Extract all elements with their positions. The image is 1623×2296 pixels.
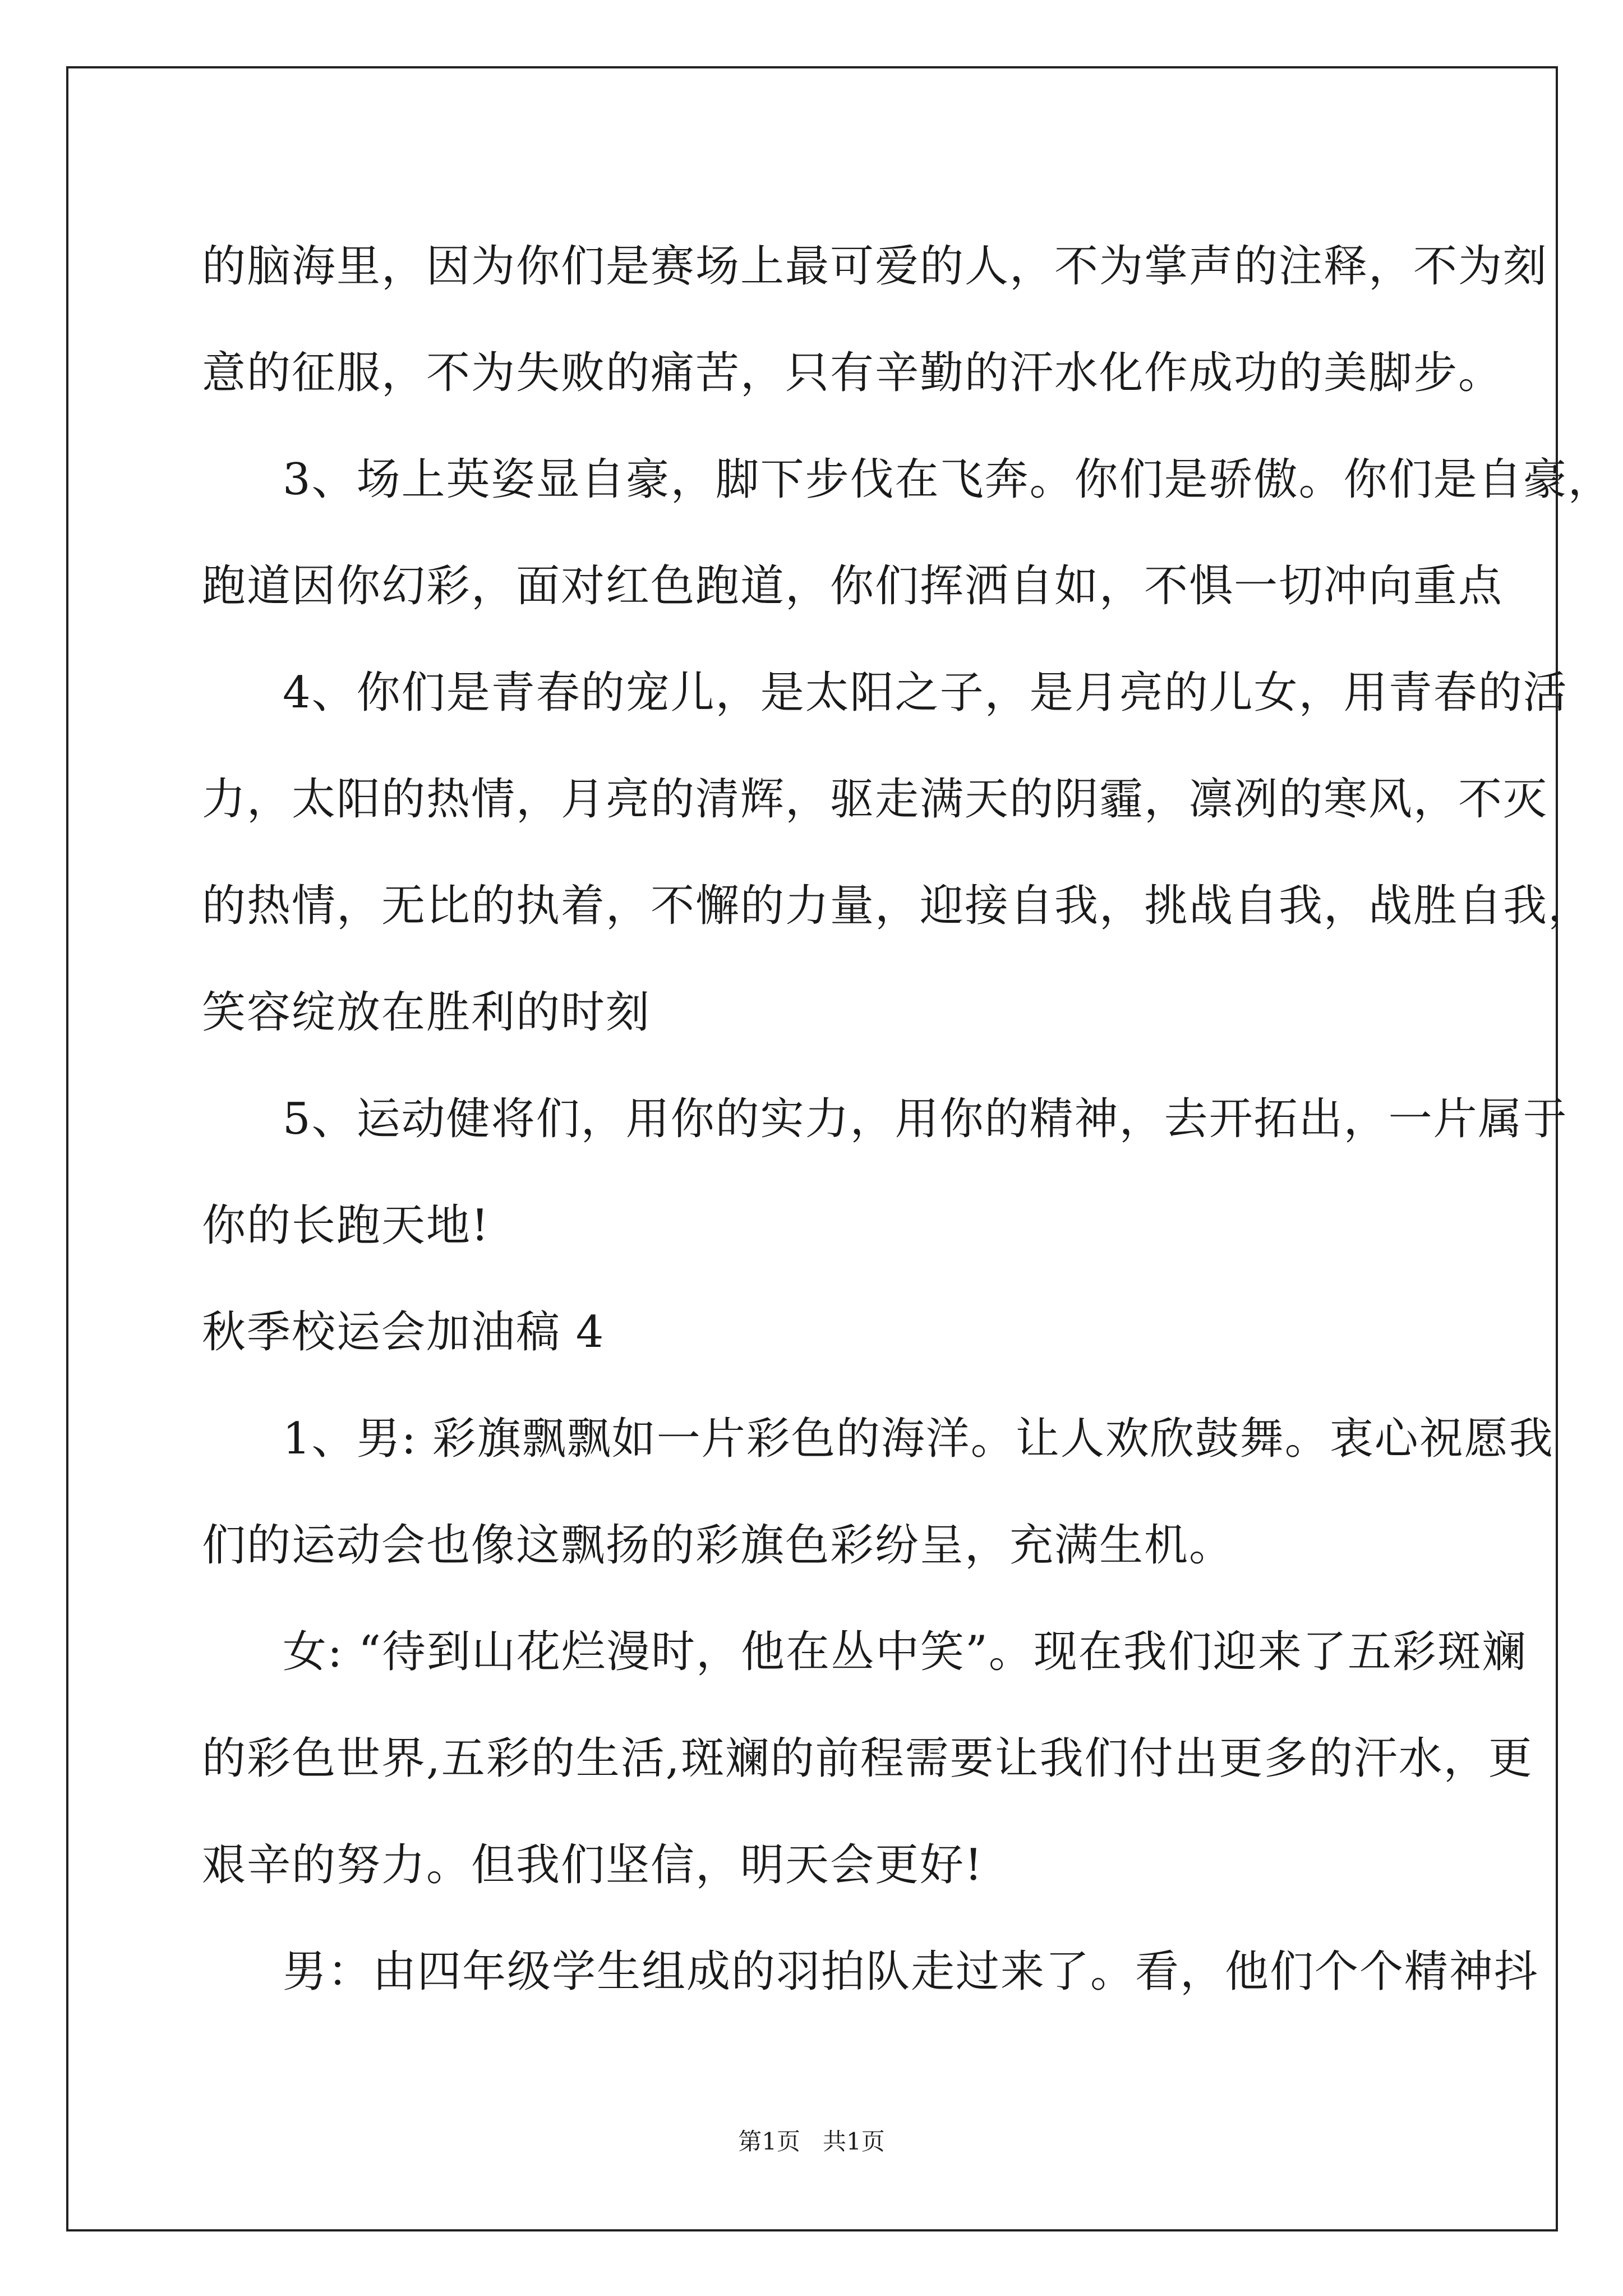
page-footer [0, 2125, 1623, 2159]
text-line: 的脑海里，因为你们是赛场上最可爱的人，不为掌声的注释，不为刻 [202, 241, 1548, 292]
text-line: 意的征服，不为失败的痛苦，只有辛勤的汗水化作成功的美脚步。 [202, 348, 1504, 398]
text-line: 力，太阳的热情，月亮的清辉，驱走满天的阴霾，凛冽的寒风，不灭 [202, 774, 1548, 825]
section-heading: 秋季校运会加油稿 4 [202, 1307, 605, 1358]
text-line: 的热情，无比的执着，不懈的力量，迎接自我，挑战自我，战胜自我， [202, 881, 1593, 931]
text-line: 5、运动健将们，用你的实力，用你的精神，去开拓出，一片属于 [283, 1094, 1568, 1144]
text-line: 你的长跑天地! [202, 1200, 490, 1251]
text-line: 跑道因你幻彩，面对红色跑道，你们挥洒自如，不惧一切冲向重点 [202, 561, 1504, 611]
document-body [202, 213, 1613, 2025]
text-line: 男：由四年级学生组成的羽拍队走过来了。看，他们个个精神抖 [283, 1947, 1539, 1997]
text-line: 的彩色世界,五彩的生活,斑斓的前程需要让我们付出更多的汗水，更 [202, 1733, 1533, 1784]
page-number: 第1页 [738, 2128, 800, 2155]
text-line: 4、你们是青春的宠儿，是太阳之子，是月亮的儿女，用青春的活 [283, 668, 1568, 718]
text-line: 3、场上英姿显自豪，脚下步伐在飞奔。你们是骄傲。你们是自豪， [283, 454, 1613, 505]
text-line: 女: “待到山花烂漫时，他在丛中笑”。现在我们迎来了五彩斑斓 [283, 1627, 1527, 1677]
page-total: 共1页 [823, 2128, 885, 2155]
text-line: 1、男: 彩旗飘飘如一片彩色的海洋。让人欢欣鼓舞。衷心祝愿我 [283, 1414, 1554, 1464]
text-line: 艰辛的努力。但我们坚信，明天会更好! [202, 1840, 984, 1890]
text-line: 笑容绽放在胜利的时刻 [202, 987, 651, 1038]
text-line: 们的运动会也像这飘扬的彩旗色彩纷呈，充满生机。 [202, 1520, 1234, 1571]
